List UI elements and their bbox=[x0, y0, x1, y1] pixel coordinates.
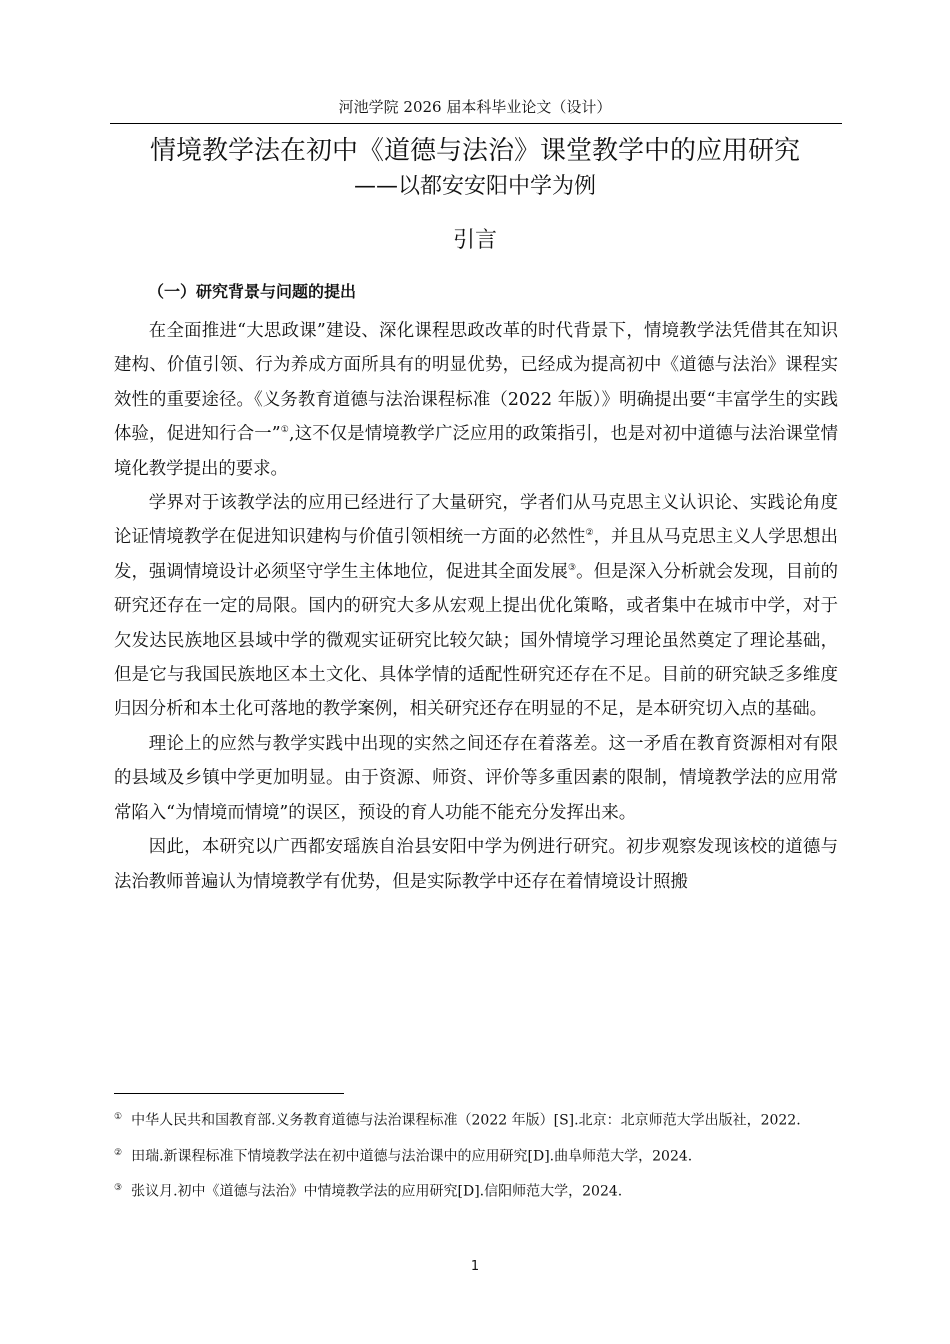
paragraph-3: 理论上的应然与教学实践中出现的实然之间还存在着落差。这一矛盾在教育资源相对有限的县域及乡镇中学更加明显。由于资源、师资、评价等多重因素的限制，情境教学法的应用常常陷入“为情境而情境”的误区，预设的育人功能不能充分发挥出来。 bbox=[114, 733, 838, 823]
footnote-2 bbox=[114, 1140, 838, 1170]
introduction-heading: 引言 bbox=[452, 228, 497, 253]
paragraph-2-text-b: ，并且从马克思主义人学思想出发，强调情境设计必须坚守学生主体地位，促进其全面发展 bbox=[114, 527, 838, 582]
paragraph-2-text-a: 学界对于该教学法的应用已经进行了大量研究，学者们从马克思主义认识论、实践论角度论证情境教学在促进知识建构与价值引领相统一方面的必然性 bbox=[114, 493, 838, 548]
footnotes bbox=[114, 1104, 838, 1211]
footnote-ref-1: ① bbox=[280, 425, 290, 436]
footnote-mark: ③ bbox=[114, 1183, 123, 1194]
header-rule bbox=[110, 123, 842, 124]
footnote-rule bbox=[114, 1093, 344, 1094]
footnote-text: 田瑞.新课程标准下情境教学法在初中道德与法治课中的应用研究[D].曲阜师范大学，2024. bbox=[131, 1148, 693, 1165]
section-heading: （一）研究背景与问题的提出 bbox=[148, 282, 357, 301]
footnote-text: 张议月.初中《道德与法治》中情境教学法的应用研究[D].信阳师范大学，2024. bbox=[131, 1183, 623, 1200]
page-number: 1 bbox=[470, 1259, 480, 1274]
running-header: 河池学院 2026 届本科毕业论文（设计） bbox=[338, 98, 612, 116]
paper-subtitle: ——以都安安阳中学为例 bbox=[353, 174, 596, 199]
footnote-mark: ② bbox=[114, 1147, 123, 1158]
footnote-text: 中华人民共和国教育部.义务教育道德与法治课程标准（2022 年版）[S].北京：北京师范大学出版社，2022. bbox=[131, 1112, 801, 1129]
paper-title: 情境教学法在初中《道德与法治》课堂教学中的应用研究 bbox=[149, 136, 800, 166]
footnote-ref-3: ③ bbox=[567, 563, 577, 574]
footnote-ref-2: ② bbox=[585, 528, 594, 539]
footnote-1 bbox=[114, 1104, 838, 1134]
paragraph-2-text-c: 。但是深入分析就会发现，目前的研究还存在一定的局限。国内的研究大多从宏观上提出优化策略，或者集中在城市中学，对于欠发达民族地区县域中学的微观实证研究比较欠缺；国外情境学习理论虽然奠定了理论基础，但是它与我国民族地区本土文化、具体学情的适配性研究还存在不足。目前的研究缺乏多维度归因分析和本土化可落地的教学案例，相关研究还存在明显的不足，是本研究切入点的基础。 bbox=[114, 561, 838, 720]
body-text bbox=[114, 314, 838, 899]
footnote-3 bbox=[114, 1175, 838, 1205]
paragraph-1 bbox=[114, 314, 838, 486]
paragraph-1-text-b: ,这不仅是情境教学广泛应用的政策指引，也是对初中道德与法治课堂情境化教学提出的要求。 bbox=[114, 424, 838, 479]
footnote-mark: ① bbox=[114, 1112, 123, 1122]
paragraph-2 bbox=[114, 486, 838, 727]
paragraph-4: 因此，本研究以广西都安瑶族自治县安阳中学为例进行研究。初步观察发现该校的道德与法治教师普遍认为情境教学有优势，但是实际教学中还存在着情境设计照搬 bbox=[114, 837, 838, 892]
paragraph-1-text-a: 在全面推进“大思政课”建设、深化课程思政改革的时代背景下，情境教学法凭借其在知识建构、价值引领、行为养成方面所具有的明显优势，已经成为提高初中《道德与法治》课程实效性的重要途径。《义务教育道德与法治课程标准（2022 年版）》明确提出要“丰富学生的实践体验，促进知行合一” bbox=[114, 321, 838, 445]
